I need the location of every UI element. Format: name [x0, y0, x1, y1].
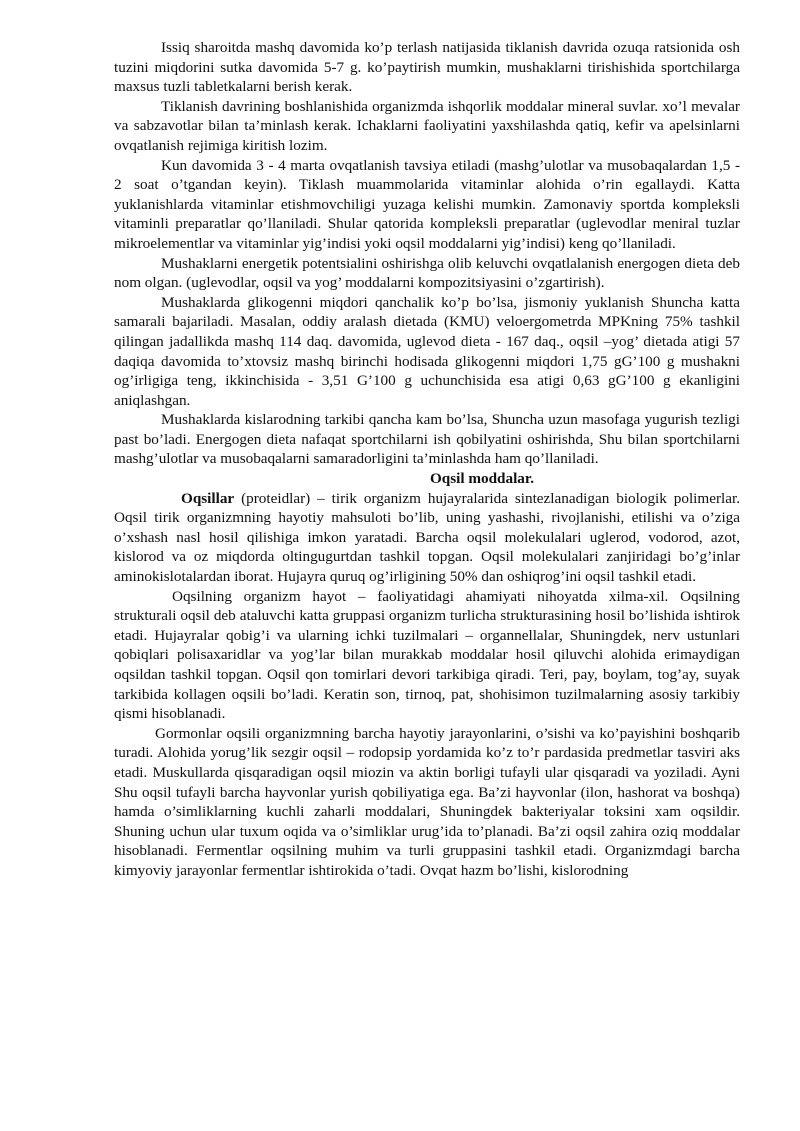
section-heading: Oqsil moddalar. [429, 470, 535, 488]
paragraph-oxygen: Mushaklarda kislarodning tarkibi qancha kam bo’lsa, Shuncha uzun masofaga yugurish tezligi past bo’ladi. Energogen dieta nafaqat sportchilarni ish qobilyatini oshirishda, Shu bilan sportchilarni mashg’ulotlar va musobaqalarni samaradorligini ta’minlashda ham qo’llaniladi. [114, 411, 740, 468]
document-page [114, 38, 740, 881]
paragraph-protein-roles: Oqsilning organizm hayot – faoliyatidagi ahamiyati nihoyatda xilma-xil. Oqsilning strukturali oqsil deb ataluvchi katta gruppasi organizm turlicha strukturasining hosil bo’lishida ishtirok etadi. Hujayralar qobig’i va ularning ichki tuzilmalari – organnellalar, Shuningdek, nerv ustunlari qobiqlari polisaxaridlar va yog’lar bilan murakkab moddalar hosil qiluvchi alohida erimaydigan oqsildan tashkil topgan. Oqsil qon tomirlari devori tarkibiga qiradi. Teri, pay, boylam, tog’ay, suyak tarkibida kollagen oqsili bo’ladi. Keratin son, tirnoq, pat, shohisimon tuzilmalarning asosiy tarkibiy qismi hisoblanadi. [114, 587, 740, 723]
oqsillar-definition-text: (proteidlar) – tirik organizm hujayralarida sintezlanadigan biologik polimerlar. Oqsil tirik organizmning hayotiy mahsuloti bo’lib, uning yashashi, rivojlanishi, etilishi va o’ziga o’xshash nasl hosil qilishiga imkon yaratadi. Barcha oqsil molekulalari uglerod, vodorod, azot, kislorod va oz miqdorda oltingugurtdan tashkil topgan. Oqsil molekulalari zanjiridagi bo’g’inlar aminokislotalardan iborat. Hujayra quruq og’irligining 50% dan oshiqrog’ini oqsil tashkil etadi. [114, 489, 740, 586]
paragraph-glycogen: Mushaklarda glikogenni miqdori qanchalik ko’p bo’lsa, jismoniy yuklanish Shuncha katta samarali bajariladi. Masalan, oddiy aralash dietada (KMU) veloergometrda MPKning 75% tashkil qilingan jadallikda mashq 114 daq. davomida, uglevod dieta - 167 daq., oqsil –yog’ dietada atigi 57 daqiqa davomida to’xtovsiz mashq birinchi hodisada glikogenni miqdori 1,75 gG’100 g mushakni og’irligiga teng, ikkinchisida - 3,51 G’100 g uchunchisida esa atigi 0,63 gG’100 g ekanligini aniqlashgan. [114, 293, 740, 409]
paragraph-recovery-start: Tiklanish davrining boshlanishida organizmda ishqorlik moddalar mineral suvlar. xo’l mevalar va sabzavotlar bilan ta’minlash kerak. Ichaklarni faoliyatini yaxshilashda qatiq, kefir va apelsinlarni ovqatlanish rejimiga kiritish lozim. [114, 97, 740, 154]
paragraph-meal-frequency: Kun davomida 3 - 4 marta ovqatlanish tavsiya etiladi (mashg’ulotlar va musobaqalardan 1,5 - 2 soat o’tgandan keyin). Tiklash muammolarida vitaminlar alohida o’rin egallaydi. Katta yuklanishlarda vitaminlar etishmovchiligi yuzaga kelishi mumkin. Zamonaviy sportda kompleksli vitaminli preparatlar qo’llaniladi. Shular qatorida kompleksli preparatlar (uglevodlar meniral tuzlar mikroelementlar va vitaminlar yig’indisi yoki oqsil moddalarni yig’indisi) keng qo’llaniladi. [114, 156, 740, 252]
term-oqsillar: Oqsillar [181, 489, 235, 507]
paragraph-energogen-diet: Mushaklarni energetik potentsialini oshirishga olib keluvchi ovqatlalanish energogen dieta deb nom olgan. (uglevodlar, oqsil va yog’ moddalarni kompozitsiyasini o’zgartirish). [114, 254, 740, 292]
paragraph-hormones: Gormonlar oqsili organizmning barcha hayotiy jarayonlarini, o’sishi va ko’payishini boshqarib turadi. Alohida yorug’lik sezgir oqsil – rodopsip yordamida ko’z to’r pardasida predmetlar tasviri aks etadi. Muskullarda qisqaradigan oqsil miozin va aktin borligi tufayli ular qisqaradi va yoziladi. Ayni Shu oqsil tufayli barcha hayvonlar yurish qobiliyatiga ega. Ba’zi hayvonlar (ilon, hashorat va boshqa) hamda o’simliklarning kuchli zaharli moddalari, Shuningdek bakteriyalar toksini xam oqsildir. Shuning uchun ular tuxum oqida va o’simliklar urug’ida to’planadi. Ba’zi oqsil zahira oziq moddalar hisoblanadi. Fermentlar oqsilning muhim va turli gruppasini tashkil etadi. Organizmdagi barcha kimyoviy jarayonlar fermentlar ishtirokida o’tadi. Ovqat hazm bo’lishi, kislorodning [114, 724, 740, 879]
paragraph-salt-intake: Issiq sharoitda mashq davomida ko’p terlash natijasida tiklanish davrida ozuqa ratsionida osh tuzini miqdorini sutka davomida 5-7 g. ko’paytirish mumkin, mushaklarni tirishishida sportchilarga maxsus tuzli tabletkalarni berish kerak. [114, 39, 740, 96]
paragraph-oqsillar-definition [114, 489, 740, 587]
